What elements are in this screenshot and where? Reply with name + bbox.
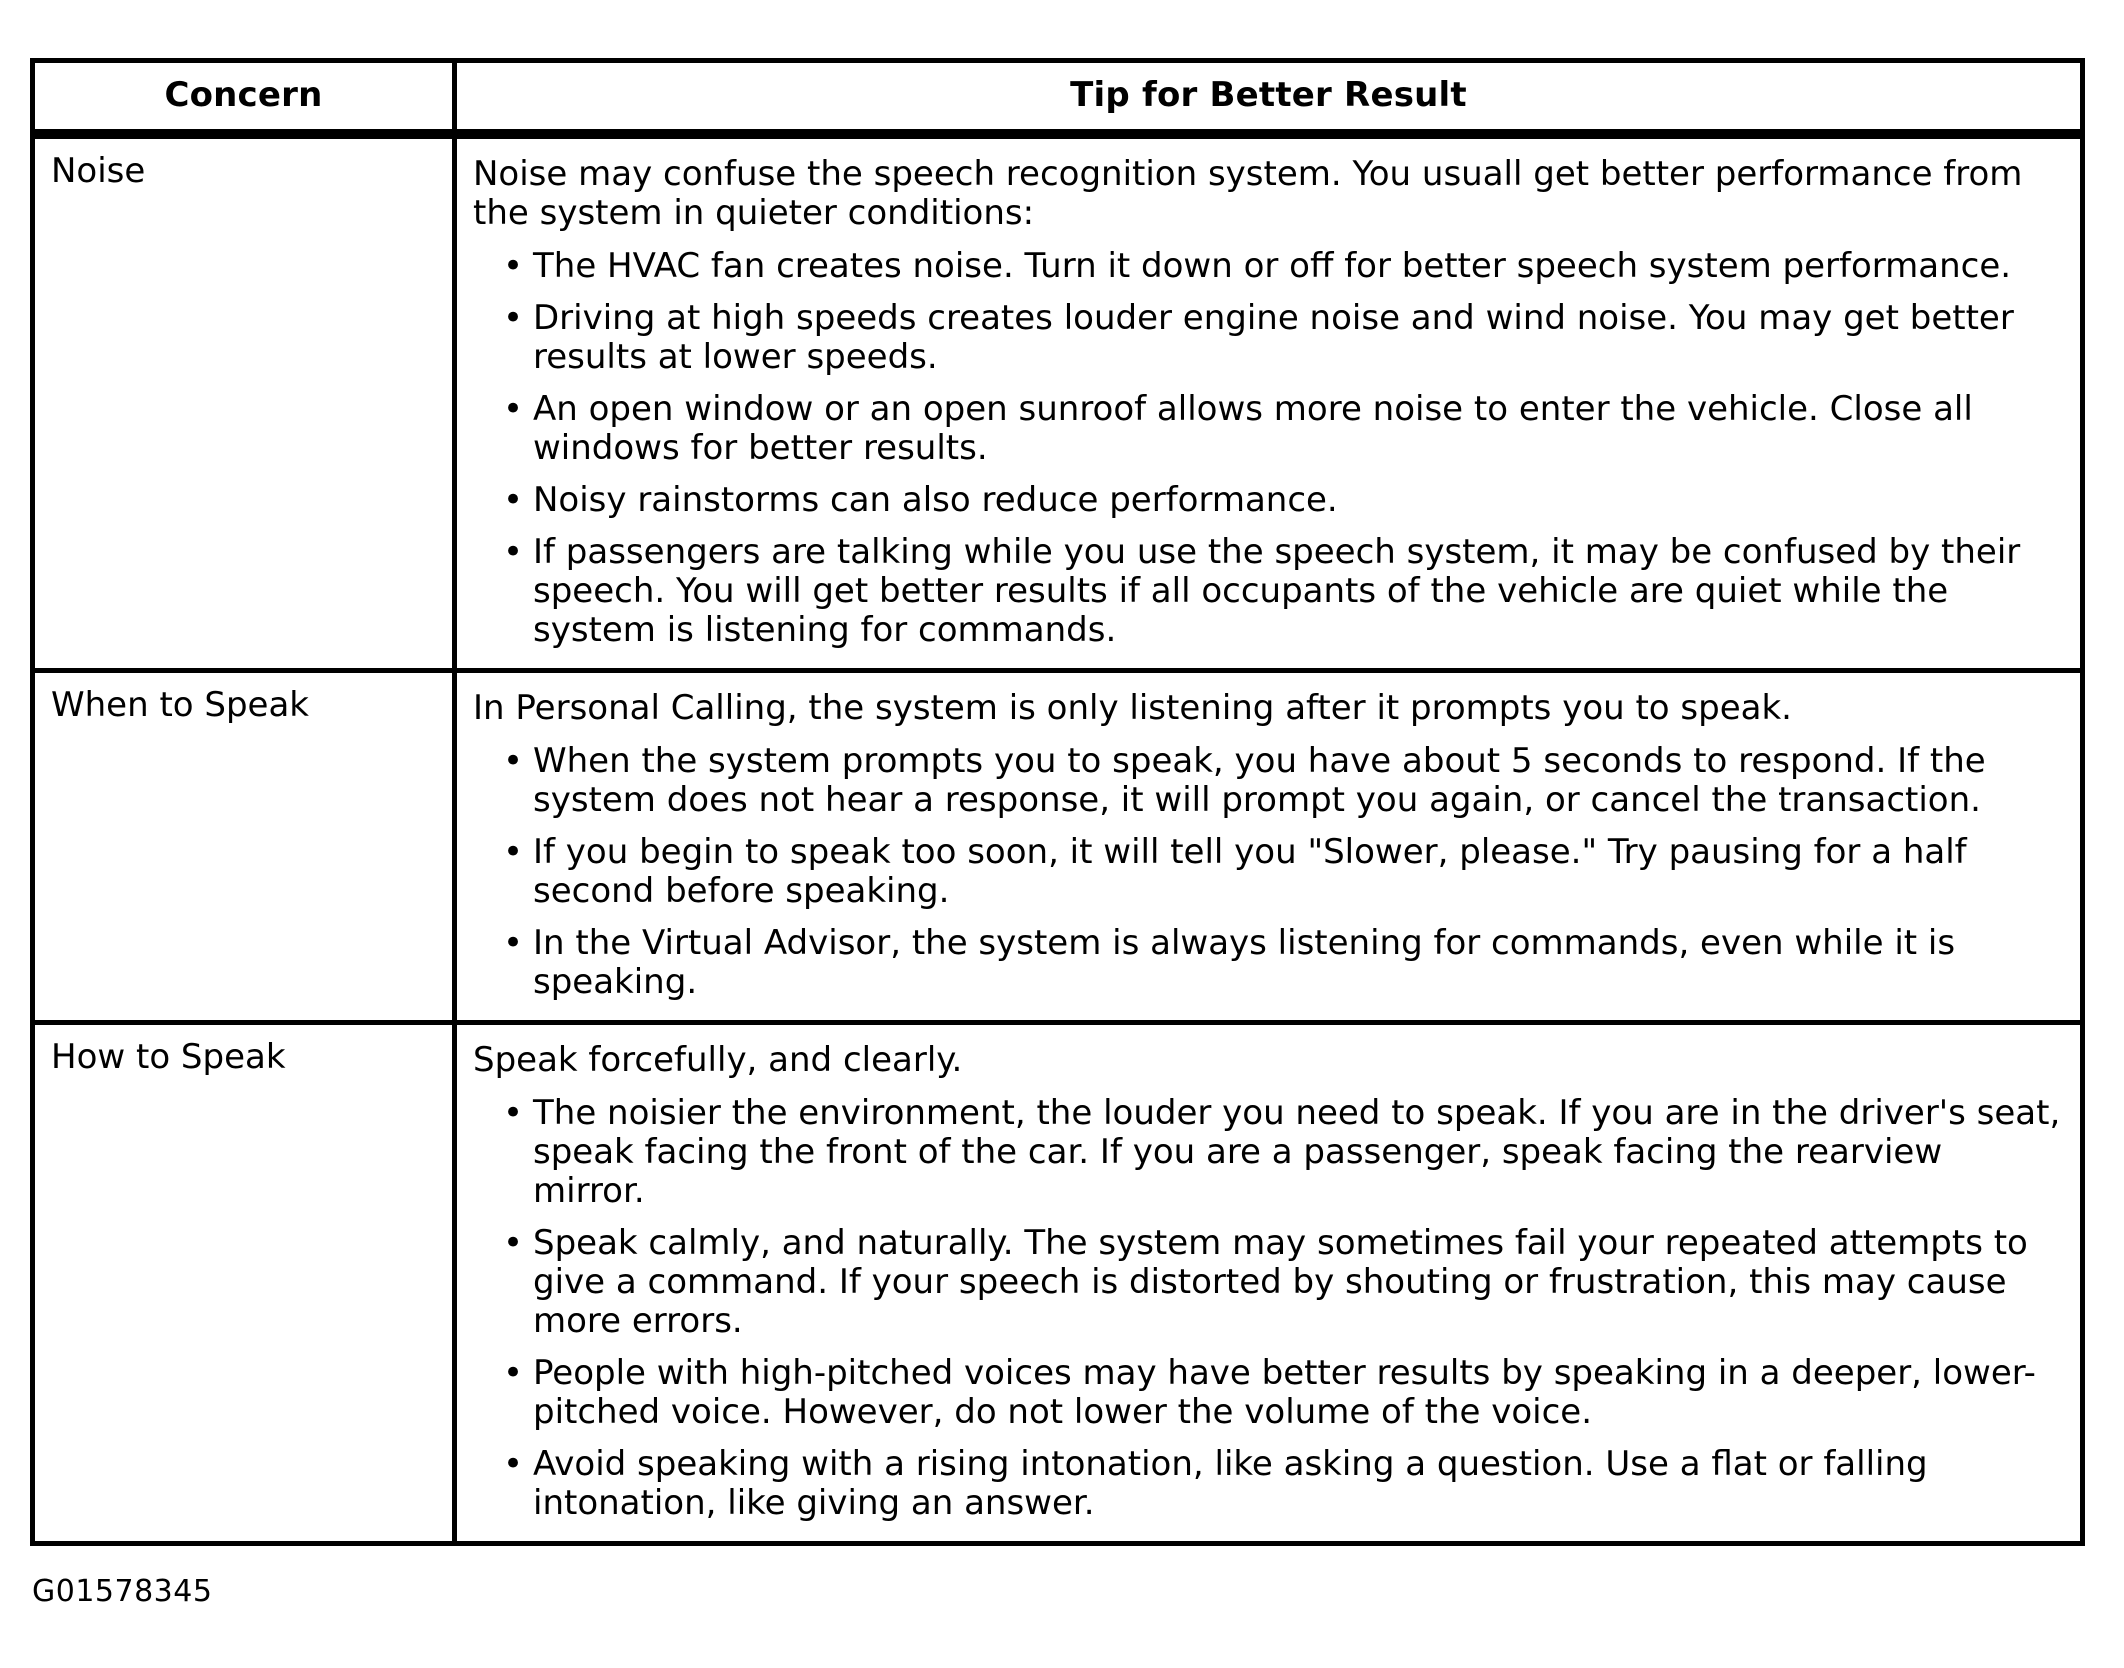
tip-bullet: • If you begin to speak too soon, it will tell you "Slower, please." Try pausing for a half second before speaking. [473, 833, 2064, 911]
tip-cell [455, 1023, 2083, 1544]
tip-bullet: • People with high-pitched voices may have better results by speaking in a deeper, lower-pitched voice. However, do not lower the volume of the voice. [473, 1354, 2064, 1432]
tip-bullet-list [473, 1094, 2064, 1523]
tip-bullet: • Avoid speaking with a rising intonation, like asking a question. Use a flat or falling intonation, like giving an answer. [473, 1445, 2064, 1523]
concern-label: Noise [51, 151, 146, 191]
tip-cell [455, 134, 2083, 671]
concern-label: When to Speak [51, 685, 309, 725]
tip-intro: Noise may confuse the speech recognition system. You usuall get better performance from the system in quieter conditions: [473, 154, 2023, 233]
concern-cell [33, 134, 455, 671]
figure-id: G01578345 [32, 1574, 213, 1609]
concern-column-header: Concern [33, 61, 455, 135]
concern-cell [33, 671, 455, 1023]
tip-bullet: • An open window or an open sunroof allows more noise to enter the vehicle. Close all windows for better results. [473, 390, 2064, 468]
tip-bullet: • Driving at high speeds creates louder engine noise and wind noise. You may get better results at lower speeds. [473, 299, 2064, 377]
tip-bullet: • Noisy rainstorms can also reduce performance. [473, 481, 2064, 520]
tip-intro: In Personal Calling, the system is only listening after it prompts you to speak. [473, 688, 1792, 728]
tip-bullet: • When the system prompts you to speak, you have about 5 seconds to respond. If the system does not hear a response, it will prompt you again, or cancel the transaction. [473, 742, 2064, 820]
speech-tips-table [30, 58, 2085, 1546]
tip-cell [455, 671, 2083, 1023]
table-row-noise [33, 134, 2083, 671]
tip-bullet: • The noisier the environment, the louder you need to speak. If you are in the driver's seat, speak facing the front of the car. If you are a passenger, speak facing the rearview mirror. [473, 1094, 2064, 1211]
tip-bullet: • In the Virtual Advisor, the system is always listening for commands, even while it is speaking. [473, 924, 2064, 1002]
table-row-how-to-speak [33, 1023, 2083, 1544]
tip-bullet-list [473, 247, 2064, 650]
table-row-when-to-speak [33, 671, 2083, 1023]
tip-bullet-list [473, 742, 2064, 1002]
tip-column-header: Tip for Better Result [455, 61, 2083, 135]
tip-intro: Speak forcefully, and clearly. [473, 1040, 963, 1080]
table-header-row [33, 61, 2083, 135]
concern-label: How to Speak [51, 1037, 286, 1077]
concern-cell [33, 1023, 455, 1544]
tip-bullet: • Speak calmly, and naturally. The system may sometimes fail your repeated attempts to give a command. If your speech is distorted by shouting or frustration, this may cause more errors. [473, 1224, 2064, 1341]
tip-bullet: • The HVAC fan creates noise. Turn it down or off for better speech system performance. [473, 247, 2064, 286]
tip-bullet: • If passengers are talking while you use the speech system, it may be confused by their speech. You will get better results if all occupants of the vehicle are quiet while the system is listening for commands. [473, 533, 2064, 650]
